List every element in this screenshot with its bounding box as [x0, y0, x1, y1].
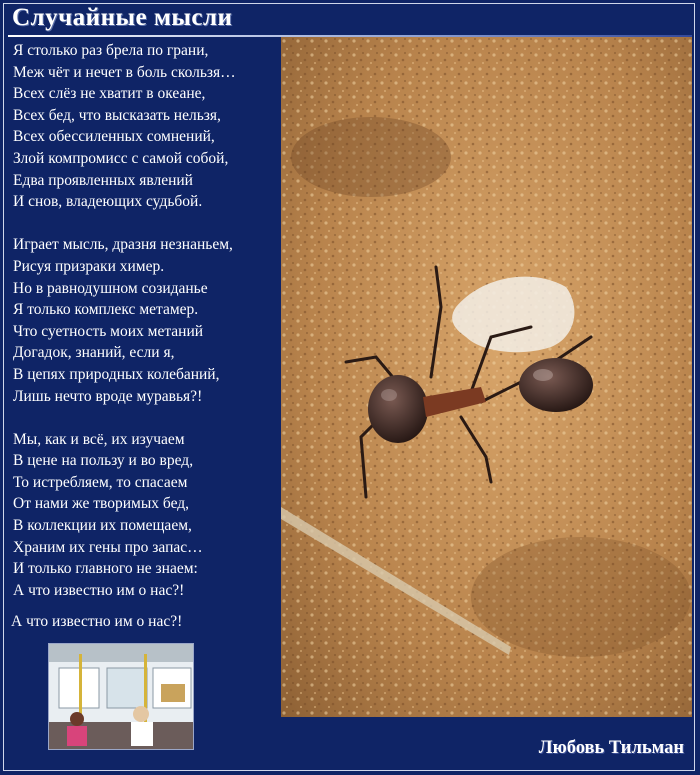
- poem-line: Но в равнодушном созиданье: [13, 279, 208, 297]
- poem-line: Что суетность моих метаний: [13, 322, 204, 340]
- poem-line: Играет мысль, дразня незнаньем,: [13, 236, 233, 254]
- poem-line: А что известно им о нас?!: [13, 581, 185, 599]
- page-title: Случайные мысли: [12, 4, 233, 31]
- poem-stanza-2: [13, 234, 285, 407]
- poem-refrain: А что известно им о нас?!: [11, 613, 183, 630]
- poem-line: Я столько раз брела по грани,: [13, 42, 209, 59]
- poem-line: Едва проявленных явлений: [13, 171, 193, 189]
- poem-line: В цене на пользу и во вред,: [13, 452, 194, 470]
- poem-line: Лишь нечто вроде муравья?!: [13, 387, 203, 405]
- poem-line: Догадок, знаний, если я,: [13, 344, 175, 362]
- poem-line: Злой компромисс с самой собой,: [13, 149, 229, 167]
- poem-line: Меж чёт и нечет в боль скользя…: [13, 63, 236, 81]
- poem-line: Всех бед, что высказать нельзя,: [13, 106, 221, 124]
- poem-line: И только главного не знаем:: [13, 560, 198, 578]
- bus-interior-thumbnail: [48, 643, 194, 750]
- ant-photo: [281, 37, 692, 717]
- poem-line: Рисуя призраки химер.: [13, 257, 165, 275]
- poem-text: [13, 40, 285, 623]
- poem-line: В цепях природных колебаний,: [13, 365, 220, 383]
- poem-line: В коллекции их помещаем,: [13, 517, 192, 535]
- poem-line: От нами же творимых бед,: [13, 495, 190, 513]
- poem-stanza-1: [13, 40, 285, 213]
- poem-line: Я только комплекс метамер.: [13, 301, 199, 319]
- poem-line: Всех обессиленных сомнений,: [13, 128, 215, 146]
- poem-line: Мы, как и всё, их изучаем: [13, 430, 185, 448]
- poem-stanza-3: [13, 429, 285, 602]
- poem-line: То истребляем, то спасаем: [13, 473, 188, 491]
- author-signature: Любовь Тильман: [538, 738, 684, 758]
- poem-line: Храним их гены про запас…: [13, 538, 203, 556]
- poem-line: И снов, владеющих судьбой.: [13, 193, 203, 211]
- poem-line: Всех слёз не хватит в океане,: [13, 85, 206, 103]
